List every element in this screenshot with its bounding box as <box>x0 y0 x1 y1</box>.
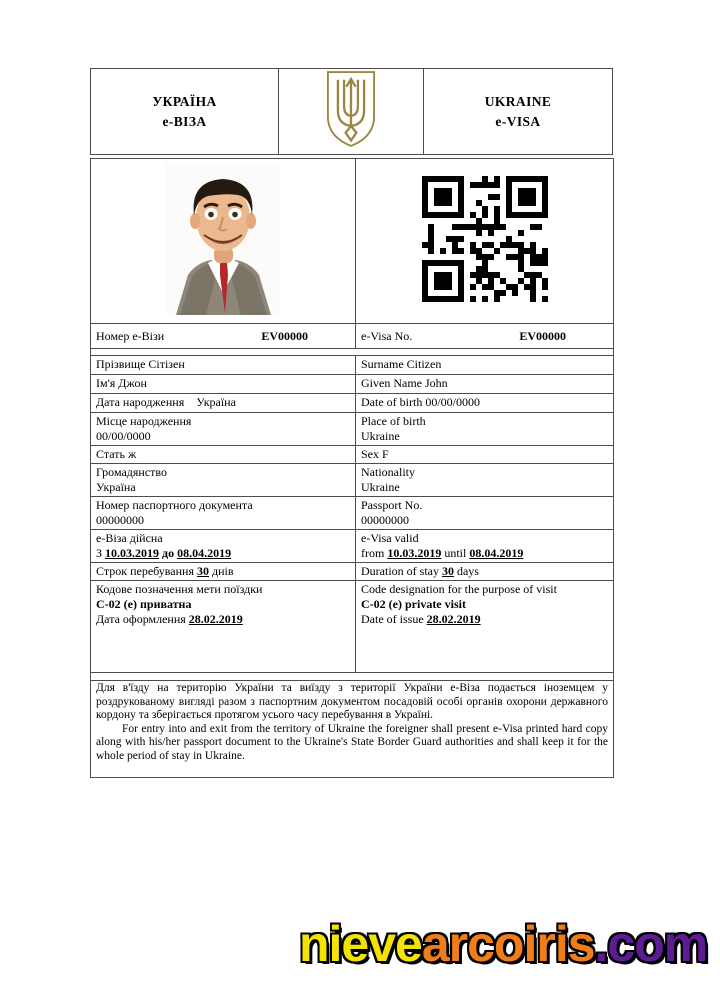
ukraine-trident-emblem-icon <box>318 69 384 154</box>
visa-no-value-en: EV00000 <box>519 328 566 343</box>
spacer-row <box>91 349 614 356</box>
ua-title-line1: УКРАЇНА <box>152 93 217 109</box>
field-row <box>91 563 614 581</box>
visa-no-row <box>91 324 614 349</box>
en-title-line2: e-VISA <box>495 113 541 129</box>
field-cell-ua: e-Віза дійсна З 10.03.2019 до 08.04.2019 <box>91 530 356 563</box>
field-row <box>91 530 614 563</box>
field-row <box>91 394 614 413</box>
header-cell-en <box>424 69 613 155</box>
visa-no-label-ua: Номер е-Візи <box>96 328 165 343</box>
field-cell-en: Passport No. 00000000 <box>356 497 614 530</box>
legal-note-cell <box>91 681 614 778</box>
field-cell-en: e-Visa valid from 10.03.2019 until 08.04.2019 <box>356 530 614 563</box>
field-cell-en: Duration of stay 30 days <box>356 563 614 581</box>
watermark-part2: arcoiris <box>421 916 595 972</box>
field-cell-ua: Громадянство Україна <box>91 464 356 497</box>
field-row <box>91 375 614 394</box>
field-cell-ua: Кодове позначення мети поїздки С-02 (е) приватна Дата оформлення 28.02.2019 <box>91 581 356 673</box>
photo-cell <box>91 159 356 324</box>
visa-no-label-en: e-Visa No. <box>361 328 413 343</box>
visa-no-value-ua: EV00000 <box>261 328 308 343</box>
header-cell-emblem <box>279 69 424 155</box>
field-row <box>91 464 614 497</box>
spacer-row <box>91 673 614 681</box>
watermark-part3: .com <box>594 916 708 972</box>
visa-no-cell-en <box>356 324 614 349</box>
field-cell-en: Place of birth Ukraine <box>356 413 614 446</box>
visa-fields-body <box>91 356 614 673</box>
field-cell-en: Sex F <box>356 446 614 464</box>
applicant-photo <box>166 163 281 315</box>
legal-note-row <box>91 681 614 778</box>
field-cell-ua: Місце народження 00/00/0000 <box>91 413 356 446</box>
photo-qr-row <box>91 159 614 324</box>
header-table <box>90 68 613 155</box>
field-row <box>91 446 614 464</box>
field-cell-en: Nationality Ukraine <box>356 464 614 497</box>
field-cell-ua: Строк перебування 30 днів <box>91 563 356 581</box>
field-row <box>91 497 614 530</box>
field-cell-ua: Ім'я Джон <box>91 375 356 394</box>
field-cell-ua: Дата народження Україна <box>91 394 356 413</box>
field-cell-en: Surname Citizen <box>356 356 614 375</box>
field-row <box>91 413 614 446</box>
field-cell-en: Code designation for the purpose of visit C-02 (e) private visit Date of issue 28.02.2019 <box>356 581 614 673</box>
qr-code <box>422 176 548 302</box>
visa-table <box>90 158 614 778</box>
field-row <box>91 356 614 375</box>
field-cell-en: Date of birth 00/00/0000 <box>356 394 614 413</box>
legal-note-en: For entry into and exit from the territory of Ukraine the foreigner shall present e-Visa printed hard copy along with his/her passport document to the Ukraine's State Border Guard authorities and shall keep it for the whole period of stay in Ukraine. <box>96 722 608 762</box>
legal-note-ua: Для в'їзду на територію України та виїзду з території України е-Віза подається іноземцем у роздрукованому вигляді разом з паспортним документом посадовій особі органів охорони державного кордону та зберігається протягом усього часу перебування в Україні. <box>96 682 608 721</box>
field-cell-ua: Стать ж <box>91 446 356 464</box>
header-cell-ua <box>91 69 279 155</box>
en-title-line1: UKRAINE <box>484 93 552 109</box>
watermark-part1: nieve <box>299 916 422 972</box>
field-cell-ua: Номер паспортного документа 00000000 <box>91 497 356 530</box>
field-cell-en: Given Name John <box>356 375 614 394</box>
ua-title-line2: е-ВІЗА <box>162 113 207 129</box>
field-cell-ua: Прізвище Сітізен <box>91 356 356 375</box>
qr-cell <box>356 159 614 324</box>
visa-no-cell-ua <box>91 324 356 349</box>
field-row <box>91 581 614 673</box>
site-watermark <box>299 916 707 972</box>
